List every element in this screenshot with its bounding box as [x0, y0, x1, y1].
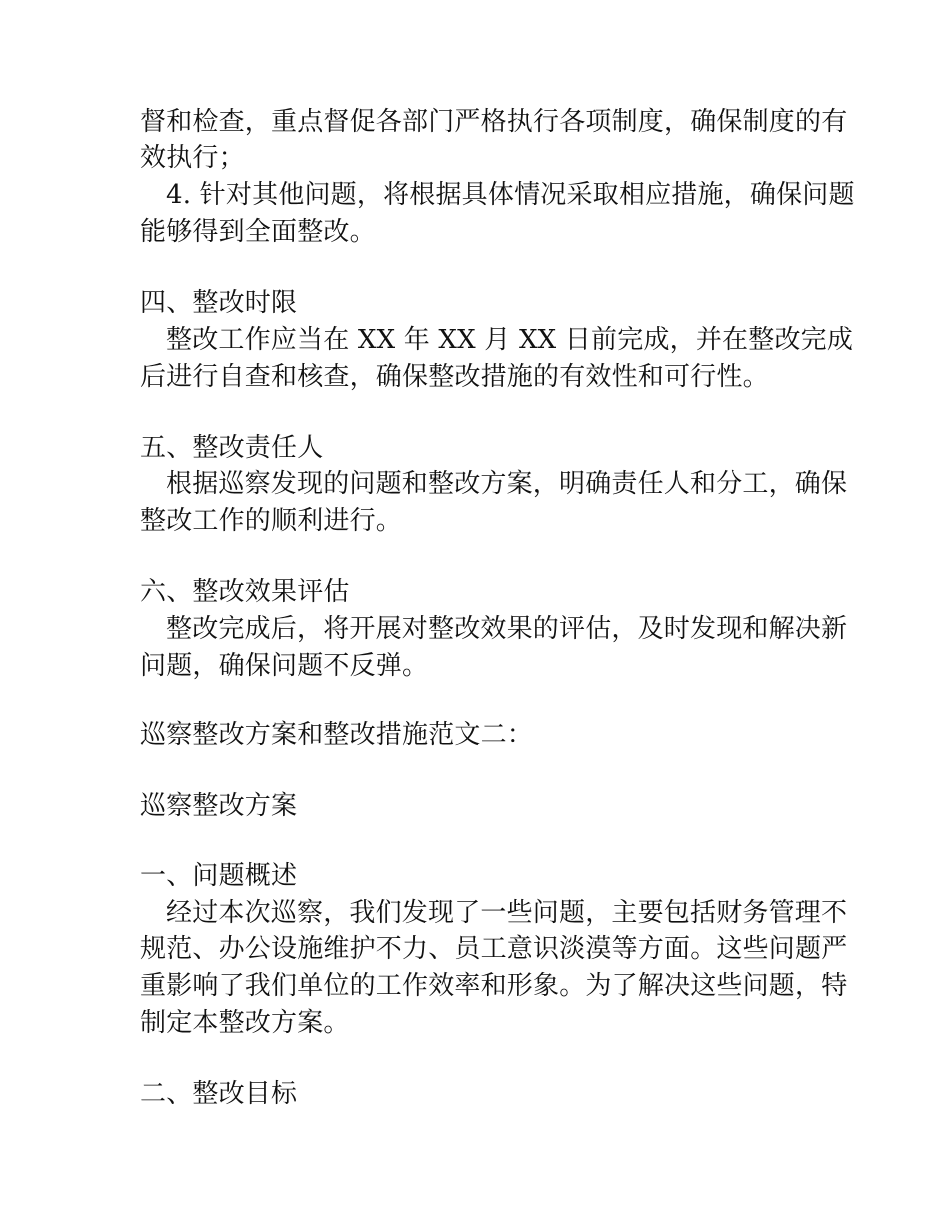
paragraph-line: 效执行；	[140, 143, 245, 173]
paragraph-line: 重影响了我们单位的工作效率和形象。为了解决这些问题，特	[140, 971, 848, 1001]
document-title: 巡察整改方案	[140, 791, 298, 821]
sample-heading: 巡察整改方案和整改措施范文二：	[140, 720, 534, 750]
paragraph-line: 经过本次巡察，我们发现了一些问题，主要包括财务管理不	[166, 898, 848, 928]
paragraph-line: 规范、办公设施维护不力、员工意识淡漠等方面。这些问题严	[140, 934, 848, 964]
paragraph-line: 后进行自查和核查，确保整改措施的有效性和可行性。	[140, 362, 769, 392]
paragraph-line: 问题，确保问题不反弹。	[140, 651, 429, 681]
paragraph-line: 整改工作的顺利进行。	[140, 506, 403, 536]
section-heading: 二、整改目标	[140, 1079, 298, 1109]
paragraph-line: 整改完成后，将开展对整改效果的评估，及时发现和解决新	[166, 614, 848, 644]
paragraph-line: 整改工作应当在 XX 年 XX 月 XX 日前完成，并在整改完成	[166, 325, 854, 355]
section-heading: 六、整改效果评估	[140, 577, 350, 607]
list-item: 4. 针对其他问题，将根据具体情况采取相应措施，确保问题	[166, 180, 855, 210]
section-heading: 四、整改时限	[140, 288, 298, 318]
section-heading: 一、问题概述	[140, 861, 298, 891]
paragraph-line: 能够得到全面整改。	[140, 217, 376, 247]
section-heading: 五、整改责任人	[140, 433, 324, 463]
paragraph-line: 制定本整改方案。	[140, 1008, 350, 1038]
paragraph-line: 督和检查，重点督促各部门严格执行各项制度，确保制度的有	[140, 107, 848, 137]
paragraph-line: 根据巡察发现的问题和整改方案，明确责任人和分工，确保	[166, 469, 848, 499]
